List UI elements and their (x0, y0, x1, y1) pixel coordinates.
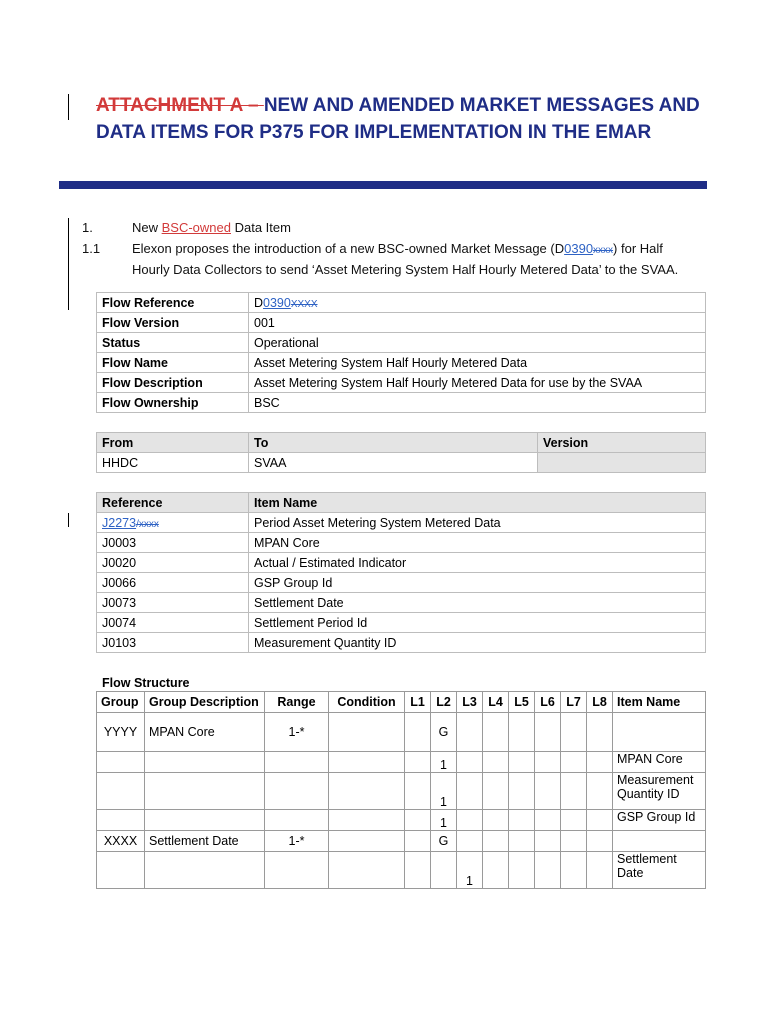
from-to-table (96, 432, 706, 473)
reference-header: Reference (97, 493, 249, 513)
flow-structure-cell (483, 852, 509, 889)
flow-structure-cell (587, 852, 613, 889)
flow-structure-header: Item Name (613, 692, 706, 713)
flow-info-row (97, 293, 706, 313)
flow-structure-cell (405, 852, 431, 889)
section-number: 1.1 (82, 241, 101, 256)
flow-info-row (97, 393, 706, 413)
item-name: MPAN Core (249, 533, 706, 553)
section-text: New (132, 220, 162, 235)
flow-info-key: Flow Version (97, 313, 249, 333)
flow-structure-cell: Measurement Quantity ID (613, 773, 706, 810)
title-text: NEW AND AMENDED MARKET MESSAGES AND DATA ITEMS FOR P375 FOR IMPLEMENTATION IN THE EMAR (96, 95, 700, 143)
flow-structure-cell (457, 713, 483, 752)
ref-prefix: D (254, 295, 264, 310)
flow-structure-cell (145, 810, 265, 831)
flow-structure-header: L1 (405, 692, 431, 713)
item-reference (97, 513, 249, 533)
flow-structure-table (96, 691, 706, 889)
flow-structure-row (97, 773, 706, 810)
flow-structure-cell (405, 773, 431, 810)
change-bar (68, 94, 69, 120)
flow-structure-cell (535, 713, 561, 752)
flow-structure-cell: MPAN Core (613, 752, 706, 773)
flow-structure-cell (483, 831, 509, 852)
data-items-table (96, 492, 706, 653)
flow-structure-cell: 1-* (265, 713, 329, 752)
flow-structure-header: L3 (457, 692, 483, 713)
flow-structure-cell (329, 752, 405, 773)
flow-structure-cell (329, 852, 405, 889)
flow-structure-header-row (97, 692, 706, 713)
data-item-row (97, 533, 706, 553)
flow-structure-cell (483, 752, 509, 773)
item-reference: J0003 (97, 533, 249, 553)
change-bar (68, 513, 69, 527)
flow-structure-cell: 1 (431, 773, 457, 810)
flow-structure-cell (561, 752, 587, 773)
flow-structure-cell (587, 810, 613, 831)
flow-structure-cell (613, 713, 706, 752)
flow-structure-header: L5 (509, 692, 535, 713)
flow-structure-cell (587, 713, 613, 752)
flow-structure-cell (483, 810, 509, 831)
flow-structure-cell (561, 713, 587, 752)
flow-structure-cell (509, 852, 535, 889)
flow-info-value: Asset Metering System Half Hourly Metered Data for use by the SVAA (249, 373, 706, 393)
flow-structure-cell (587, 831, 613, 852)
flow-structure-cell: 1-* (265, 831, 329, 852)
data-item-row (97, 553, 706, 573)
flow-structure-cell (535, 852, 561, 889)
flow-structure-cell (265, 752, 329, 773)
item-reference: J0020 (97, 553, 249, 573)
version-header: Version (538, 433, 706, 453)
flow-structure-label: Flow Structure (102, 676, 190, 690)
data-item-row (97, 613, 706, 633)
flow-structure-cell (457, 810, 483, 831)
item-name-header: Item Name (249, 493, 706, 513)
flow-structure-cell (405, 810, 431, 831)
title-rule (59, 181, 707, 189)
item-name: Measurement Quantity ID (249, 633, 706, 653)
flow-structure-cell (97, 810, 145, 831)
para-text: ) for Half (613, 241, 663, 256)
data-item-row (97, 633, 706, 653)
flow-structure-cell (329, 773, 405, 810)
flow-info-value: Operational (249, 333, 706, 353)
data-item-row (97, 573, 706, 593)
section-text: Data Item (231, 220, 291, 235)
flow-structure-cell: GSP Group Id (613, 810, 706, 831)
flow-structure-cell (535, 831, 561, 852)
para-text: Elexon proposes the introduction of a new BSC-owned Market Message (D (132, 241, 565, 256)
data-item-row (97, 513, 706, 533)
flow-structure-header: L6 (535, 692, 561, 713)
data-item-row (97, 593, 706, 613)
flow-structure-cell (265, 852, 329, 889)
flow-structure-cell (145, 773, 265, 810)
flow-structure-cell (561, 831, 587, 852)
section-number: 1. (82, 220, 93, 235)
deleted-text: XXXX (290, 298, 318, 310)
flow-structure-cell (509, 773, 535, 810)
section-1-1-para (82, 241, 663, 256)
flow-structure-header: L2 (431, 692, 457, 713)
flow-structure-cell: Settlement Date (145, 831, 265, 852)
flow-structure-cell: 1 (431, 752, 457, 773)
item-reference: J0066 (97, 573, 249, 593)
flow-structure-cell (97, 752, 145, 773)
flow-structure-cell: Settlement Date (613, 852, 706, 889)
flow-info-key: Status (97, 333, 249, 353)
inserted-text: BSC-owned (161, 220, 231, 235)
item-name: Period Asset Metering System Metered Data (249, 513, 706, 533)
flow-structure-header: Group Description (145, 692, 265, 713)
deleted-text: xxxx (593, 245, 614, 256)
item-reference: J0073 (97, 593, 249, 613)
flow-structure-cell: 1 (431, 810, 457, 831)
flow-structure-cell (509, 713, 535, 752)
item-name: Settlement Period Id (249, 613, 706, 633)
flow-structure-cell (329, 713, 405, 752)
flow-info-key: Flow Ownership (97, 393, 249, 413)
flow-structure-cell (145, 852, 265, 889)
to-header: To (249, 433, 538, 453)
flow-structure-cell (145, 752, 265, 773)
flow-structure-cell (535, 773, 561, 810)
flow-structure-cell (509, 831, 535, 852)
inserted-text: 0390 (263, 295, 291, 310)
flow-structure-cell (561, 810, 587, 831)
flow-structure-cell: XXXX (97, 831, 145, 852)
deleted-text: ATTACHMENT A – (96, 95, 264, 116)
from-value: HHDC (97, 453, 249, 473)
flow-structure-header: Condition (329, 692, 405, 713)
flow-structure-row (97, 752, 706, 773)
flow-structure-cell: MPAN Core (145, 713, 265, 752)
flow-structure-cell (405, 713, 431, 752)
flow-structure-cell (613, 831, 706, 852)
flow-structure-cell (509, 752, 535, 773)
inserted-text: J2273 (102, 515, 137, 530)
flow-structure-row (97, 810, 706, 831)
flow-structure-cell (457, 752, 483, 773)
flow-structure-cell: YYYY (97, 713, 145, 752)
flow-structure-cell: G (431, 713, 457, 752)
to-value: SVAA (249, 453, 538, 473)
flow-structure-cell (457, 773, 483, 810)
page-title (96, 92, 716, 146)
flow-structure-cell (483, 713, 509, 752)
flow-structure-cell (535, 810, 561, 831)
flow-structure-cell (587, 752, 613, 773)
from-header: From (97, 433, 249, 453)
flow-info-value (249, 293, 706, 313)
version-value (538, 453, 706, 473)
flow-structure-cell (561, 852, 587, 889)
flow-structure-cell (97, 773, 145, 810)
flow-info-table (96, 292, 706, 413)
flow-info-key: Flow Description (97, 373, 249, 393)
flow-structure-cell (457, 831, 483, 852)
flow-structure-cell (405, 752, 431, 773)
flow-structure-cell (587, 773, 613, 810)
flow-structure-row (97, 713, 706, 752)
flow-structure-cell (405, 831, 431, 852)
flow-structure-header: L7 (561, 692, 587, 713)
flow-info-row (97, 373, 706, 393)
flow-structure-cell (561, 773, 587, 810)
section-1-1-line2: Hourly Data Collectors to send ‘Asset Metering System Half Hourly Metered Data’ to the SVAA. (132, 262, 679, 277)
flow-structure-header: L4 (483, 692, 509, 713)
flow-structure-cell: G (431, 831, 457, 852)
flow-structure-cell (329, 810, 405, 831)
change-bar (68, 218, 69, 310)
inserted-text: 0390 (564, 241, 594, 256)
flow-structure-cell: 1 (457, 852, 483, 889)
item-reference: J0074 (97, 613, 249, 633)
flow-info-key: Flow Name (97, 353, 249, 373)
flow-info-value: 001 (249, 313, 706, 333)
section-1-heading (82, 220, 291, 235)
flow-info-value: Asset Metering System Half Hourly Metered Data (249, 353, 706, 373)
flow-structure-cell (483, 773, 509, 810)
flow-structure-cell (265, 810, 329, 831)
flow-structure-row (97, 831, 706, 852)
flow-info-key: Flow Reference (97, 293, 249, 313)
flow-structure-row (97, 852, 706, 889)
flow-structure-cell (431, 852, 457, 889)
deleted-text: /xxxx (136, 518, 159, 530)
item-name: Actual / Estimated Indicator (249, 553, 706, 573)
item-name: GSP Group Id (249, 573, 706, 593)
flow-structure-cell (535, 752, 561, 773)
flow-info-row (97, 353, 706, 373)
item-reference: J0103 (97, 633, 249, 653)
flow-structure-header: L8 (587, 692, 613, 713)
flow-structure-header: Range (265, 692, 329, 713)
flow-structure-cell (265, 773, 329, 810)
flow-info-row (97, 333, 706, 353)
flow-structure-cell (509, 810, 535, 831)
flow-info-row (97, 313, 706, 333)
flow-structure-cell (97, 852, 145, 889)
flow-info-value: BSC (249, 393, 706, 413)
flow-structure-cell (329, 831, 405, 852)
flow-structure-header: Group (97, 692, 145, 713)
item-name: Settlement Date (249, 593, 706, 613)
